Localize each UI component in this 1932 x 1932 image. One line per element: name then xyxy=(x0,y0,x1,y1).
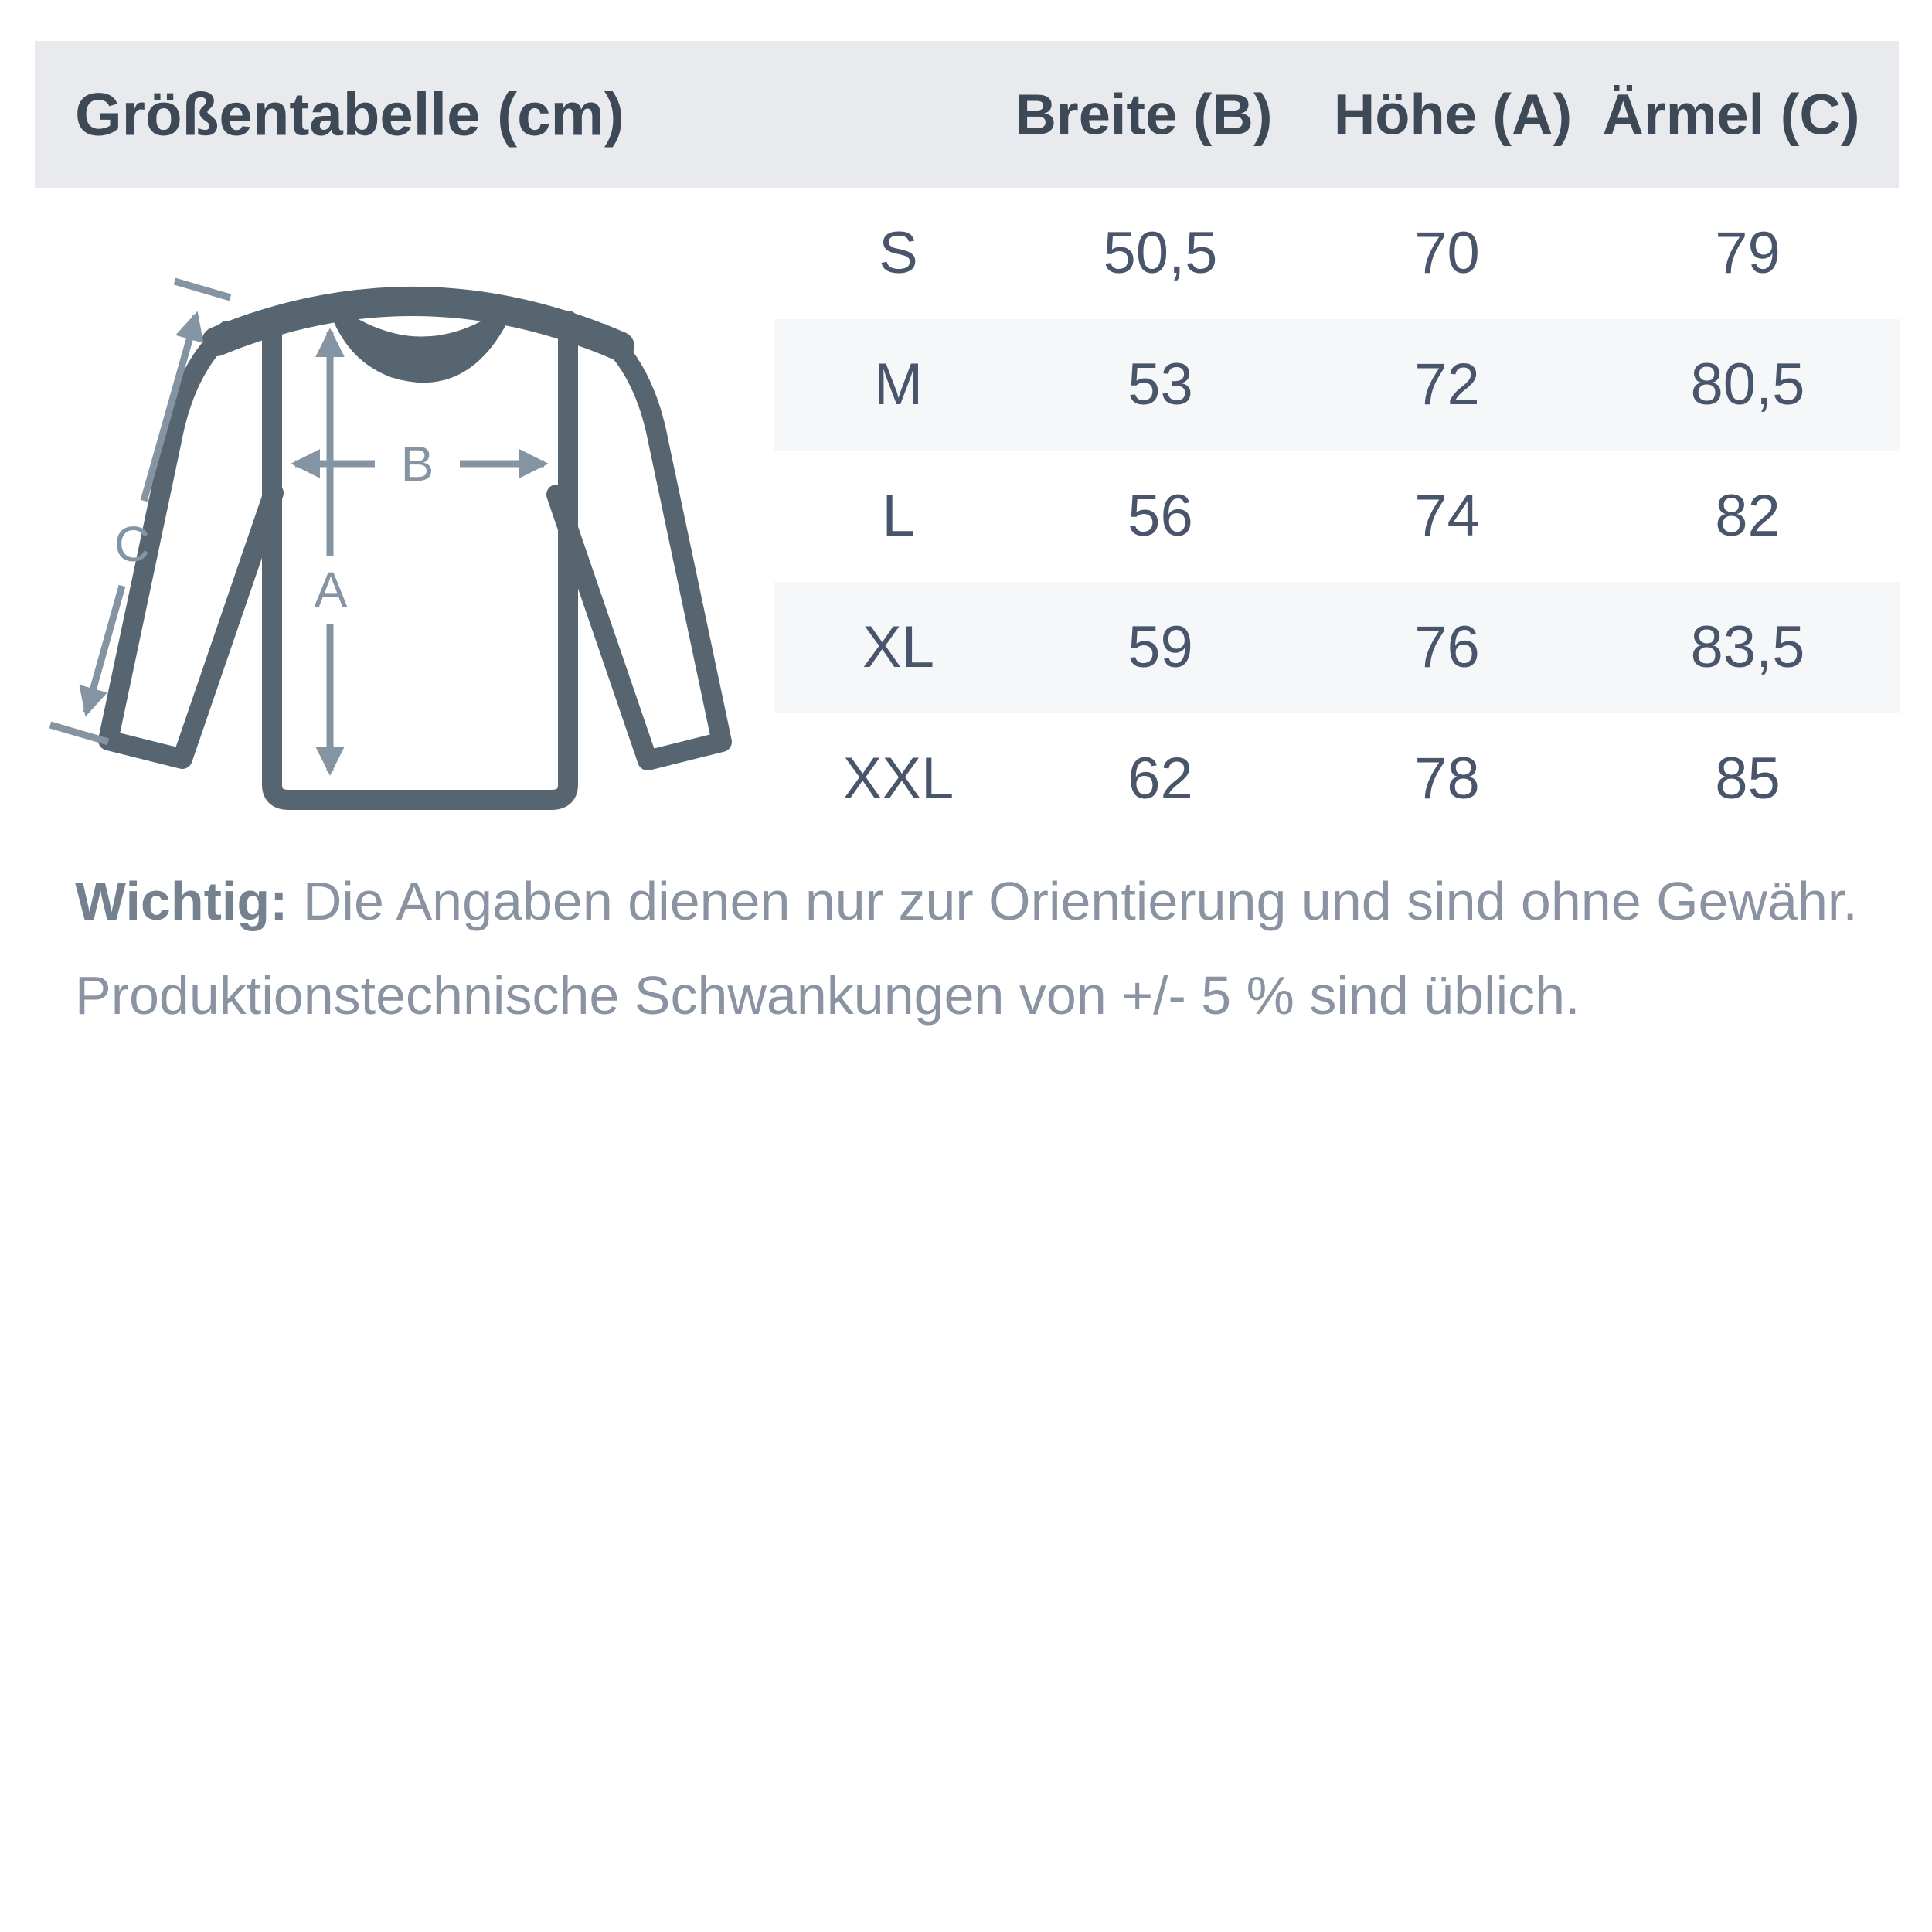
table-row xyxy=(774,451,1900,582)
sweatshirt-diagram-icon xyxy=(31,255,773,850)
cell-size: XXL xyxy=(842,746,954,811)
cell-breite: 62 xyxy=(1128,746,1193,811)
cell-aermel: 79 xyxy=(1715,220,1781,286)
column-header-hoehe: Höhe (A) xyxy=(1333,82,1573,147)
note-bold-label: Wichtig: xyxy=(75,871,288,931)
note-line-1 xyxy=(75,854,1876,948)
column-header-aermel: Ärmel (C) xyxy=(1602,82,1860,147)
cell-aermel: 83,5 xyxy=(1690,614,1805,680)
table-row xyxy=(774,188,1900,319)
note-line-2 xyxy=(75,948,1876,1043)
table-row xyxy=(774,582,1900,713)
column-header-breite: Breite (B) xyxy=(1015,82,1273,147)
cell-aermel: 85 xyxy=(1715,746,1781,811)
table-row xyxy=(774,319,1900,451)
cell-hoehe: 76 xyxy=(1414,614,1480,680)
label-a: A xyxy=(314,562,348,617)
cell-aermel: 82 xyxy=(1715,483,1781,549)
garment-measure-diagram xyxy=(31,255,773,850)
cell-hoehe: 78 xyxy=(1414,746,1480,811)
table-header-bar xyxy=(35,41,1899,188)
label-c: C xyxy=(114,516,151,572)
cell-hoehe: 70 xyxy=(1414,220,1480,286)
cell-size: L xyxy=(882,483,915,549)
table-row xyxy=(774,713,1900,845)
page-title: Größentabelle (cm) xyxy=(75,80,624,148)
shirt-outline xyxy=(108,301,722,800)
size-table xyxy=(774,188,1900,845)
cell-breite: 50,5 xyxy=(1103,220,1218,286)
note-text-1: Die Angaben dienen nur zur Orientierung und sind ohne Gewähr. xyxy=(302,871,1858,931)
tick-c-top xyxy=(175,281,230,298)
label-b: B xyxy=(400,436,434,492)
cell-breite: 59 xyxy=(1128,614,1193,680)
cell-size: M xyxy=(873,352,923,417)
cell-hoehe: 74 xyxy=(1414,483,1480,549)
disclaimer-note xyxy=(75,854,1876,1043)
cell-breite: 56 xyxy=(1128,483,1193,549)
note-text-2: Produktionstechnische Schwankungen von +/- 5 % sind üblich. xyxy=(75,965,1580,1026)
cell-aermel: 80,5 xyxy=(1690,352,1805,417)
cell-size: XL xyxy=(862,614,934,680)
cell-hoehe: 72 xyxy=(1414,352,1480,417)
cell-breite: 53 xyxy=(1128,352,1193,417)
cell-size: S xyxy=(879,220,918,286)
